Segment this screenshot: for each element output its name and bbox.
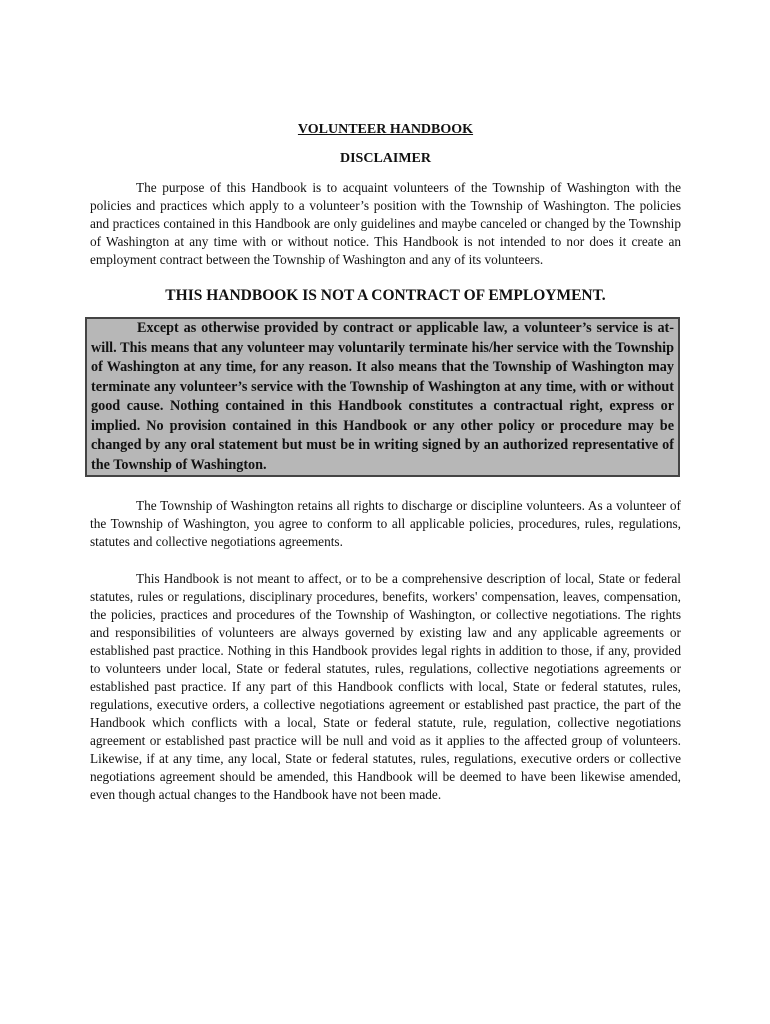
document-page — [90, 121, 681, 804]
document-subtitle: DISCLAIMER — [339, 151, 431, 166]
contract-notice: THIS HANDBOOK IS NOT A CONTRACT OF EMPLOYMENT. — [165, 287, 606, 304]
purpose-paragraph: The purpose of this Handbook is to acquaint volunteers of the Township of Washington with the policies and practices which apply to a volunteer’s position with the Township of Washington. The policies and practices contained in this Handbook are only guidelines and maybe canceled or changed by the Township of Washington at any time with or without notice. This Handbook is not intended to nor does it create an employment contract between the Township of Washington and any of its volunteers. — [90, 180, 681, 267]
document-title: VOLUNTEER HANDBOOK — [297, 122, 474, 137]
scope-paragraph: This Handbook is not meant to affect, or to be a comprehensive description of local, State or federal statutes, rules or regulations, disciplinary procedures, benefits, workers' compensation, leaves, compensation, the policies, practices and procedures of the Township of Washington, or collective negotiations. The rights and responsibilities of volunteers are always governed by existing law and any applicable agreements or established past practice. Nothing in this Handbook provides legal rights in addition to those, if any, provided to volunteers under local, State or federal statutes, rules, regulations, collective negotiations agreements or established past practice. If any part of this Handbook conflicts with local, State or federal statutes, rules, regulations, executive orders, a collective negotiations agreement or established past practice, the part of the Handbook which conflicts with a local, State or federal statute, rule, regulation, collective negotiations agreement or established past practice will be null and void as it applies to the affected group of volunteers. Likewise, if at any time, any local, State or federal statutes, rules, regulations, executive orders or collective negotiations agreement should be amended, this Handbook will be deemed to have been likewise amended, even though actual changes to the Handbook have not been made. — [90, 571, 681, 802]
at-will-notice-box — [85, 317, 680, 477]
rights-paragraph: The Township of Washington retains all rights to discharge or discipline volunteers. As a volunteer of the Township of Washington, you agree to conform to all applicable policies, procedures, rules, regulations, statutes and collective negotiations agreements. — [90, 498, 681, 549]
at-will-paragraph: Except as otherwise provided by contract or applicable law, a volunteer’s service is at-will. This means that any volunteer may voluntarily terminate his/her service with the Township of Washington at any time, for any reason. It also means that the Township of Washington may terminate any volunteer’s service with the Township of Washington at any time, with or without good cause. Nothing contained in this Handbook constitutes a contractual right, express or implied. No provision contained in this Handbook or any other policy or procedure may be changed by any oral statement but must be in writing signed by an authorized representative of the Township of Washington. — [91, 320, 674, 473]
